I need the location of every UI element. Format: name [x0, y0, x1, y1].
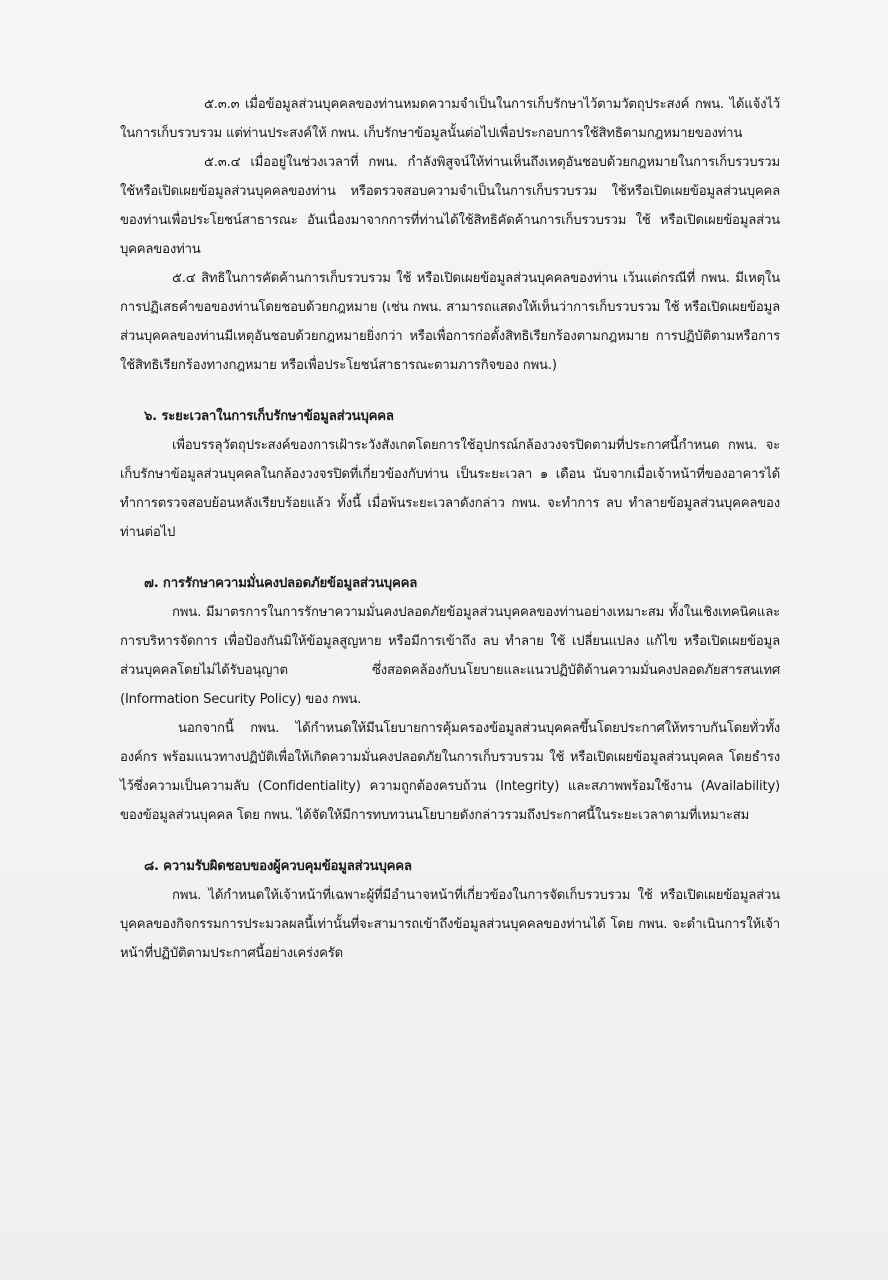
paragraph-5-3-3: ๕.๓.๓ เมื่อข้อมูลส่วนบุคคลของท่านหมดความจำเป็นในการเก็บรักษาไว้ตามวัตถุประสงค์ กพน. ได้แจ้งไว้ในการเก็บรวบรวม แต่ท่านประสงค์ให้ กพน. เก็บรักษาข้อมูลนั้นต่อไปเพื่อประกอบการใช้สิทธิตามกฎหมายของท่าน: [120, 97, 780, 141]
paragraph-5-3-4: ๕.๓.๔ เมื่ออยู่ในช่วงเวลาที่ กพน. กำลังพิสูจน์ให้ท่านเห็นถึงเหตุอันชอบด้วยกฎหมายในการเก็บรวบรวม ใช้หรือเปิดเผยข้อมูลส่วนบุคคลของท่าน หรือตรวจสอบความจำเป็นในการเก็บรวบรวม ใช้หรือเปิดเผยข้อมูลส่วนบุคคลของท่านเพื่อประโยชน์สาธารณะ อันเนื่องมาจากการที่ท่านได้ใช้สิทธิคัดค้านการเก็บรวบรวม ใช้ หรือเปิดเผยข้อมูลส่วนบุคคลของท่าน: [120, 155, 780, 257]
paragraph-5-4: ๕.๔ สิทธิในการคัดค้านการเก็บรวบรวม ใช้ หรือเปิดเผยข้อมูลส่วนบุคคลของท่าน เว้นแต่กรณีที่ กพน. มีเหตุในการปฏิเสธคำขอของท่านโดยชอบด้วยกฎหมาย (เช่น กพน. สามารถแสดงให้เห็นว่าการเก็บรวบรวม ใช้ หรือเปิดเผยข้อมูลส่วนบุคคลของท่านมีเหตุอันชอบด้วยกฎหมายยิ่งกว่า หรือเพื่อการก่อตั้งสิทธิเรียกร้องตามกฎหมาย การปฏิบัติตามหรือการใช้สิทธิเรียกร้องทางกฎหมาย หรือเพื่อประโยชน์สาธารณะตามภารกิจของ กพน.): [120, 271, 780, 373]
section-6-paragraph: เพื่อบรรลุวัตถุประสงค์ของการเฝ้าระวังสังเกตโดยการใช้อุปกรณ์กล้องวงจรปิดตามที่ประกาศนี้กำหนด กพน. จะเก็บรักษาข้อมูลส่วนบุคคลในกล้องวงจรปิดที่เกี่ยวข้องกับท่าน เป็นระยะเวลา ๑ เดือน นับจากเมื่อเจ้าหน้าที่ของอาคารได้ทำการตรวจสอบย้อนหลังเรียบร้อยแล้ว ทั้งนี้ เมื่อพ้นระยะเวลาดังกล่าว กพน. จะทำการ ลบ ทำลายข้อมูลส่วนบุคคลของท่านต่อไป: [120, 438, 780, 540]
section-7-heading: ๗. การรักษาความมั่นคงปลอดภัยข้อมูลส่วนบุคคล: [144, 576, 418, 591]
section-8-paragraph: กพน. ได้กำหนดให้เจ้าหน้าที่เฉพาะผู้ที่มีอำนาจหน้าที่เกี่ยวข้องในการจัดเก็บรวบรวม ใช้ หรือเปิดเผยข้อมูลส่วนบุคคลของกิจกรรมการประมวลผลนี้เท่านั้นที่จะสามารถเข้าถึงข้อมูลส่วนบุคคลของท่านได้ โดย กพน. จะดำเนินการให้เจ้าหน้าที่ปฏิบัติตามประกาศนี้อย่างเคร่งครัด: [120, 888, 780, 961]
section-7-paragraph-1: กพน. มีมาตรการในการรักษาความมั่นคงปลอดภัยข้อมูลส่วนบุคคลของท่านอย่างเหมาะสม ทั้งในเชิงเทคนิคและการบริหารจัดการ เพื่อป้องกันมิให้ข้อมูลสูญหาย หรือมีการเข้าถึง ลบ ทำลาย ใช้ เปลี่ยนแปลง แก้ไข หรือเปิดเผยข้อมูลส่วนบุคคลโดยไม่ได้รับอนุญาต ซึ่งสอดคล้องกับนโยบายและแนวปฏิบัติด้านความมั่นคงปลอดภัยสารสนเทศ (Information Security Policy) ของ กพน.: [120, 605, 780, 707]
section-8-heading: ๘. ความรับผิดชอบของผู้ควบคุมข้อมูลส่วนบุคคล: [144, 859, 412, 874]
section-6-heading: ๖. ระยะเวลาในการเก็บรักษาข้อมูลส่วนบุคคล: [144, 409, 394, 424]
section-7-paragraph-2: นอกจากนี้ กพน. ได้กำหนดให้มีนโยบายการคุ้มครองข้อมูลส่วนบุคคลขึ้นโดยประกาศให้ทราบกันโดยทั่วทั้งองค์กร พร้อมแนวทางปฏิบัติเพื่อให้เกิดความมั่นคงปลอดภัยในการเก็บรวบรวม ใช้ หรือเปิดเผยข้อมูลส่วนบุคคล โดยธำรงไว้ซึ่งความเป็นความลับ (Confidentiality) ความถูกต้องครบถ้วน (Integrity) และสภาพพร้อมใช้งาน (Availability) ของข้อมูลส่วนบุคคล โดย กพน. ได้จัดให้มีการทบทวนนโยบายดังกล่าวรวมถึงประกาศนี้ในระยะเวลาตามที่เหมาะสม: [120, 721, 780, 823]
document-body: [120, 90, 780, 968]
